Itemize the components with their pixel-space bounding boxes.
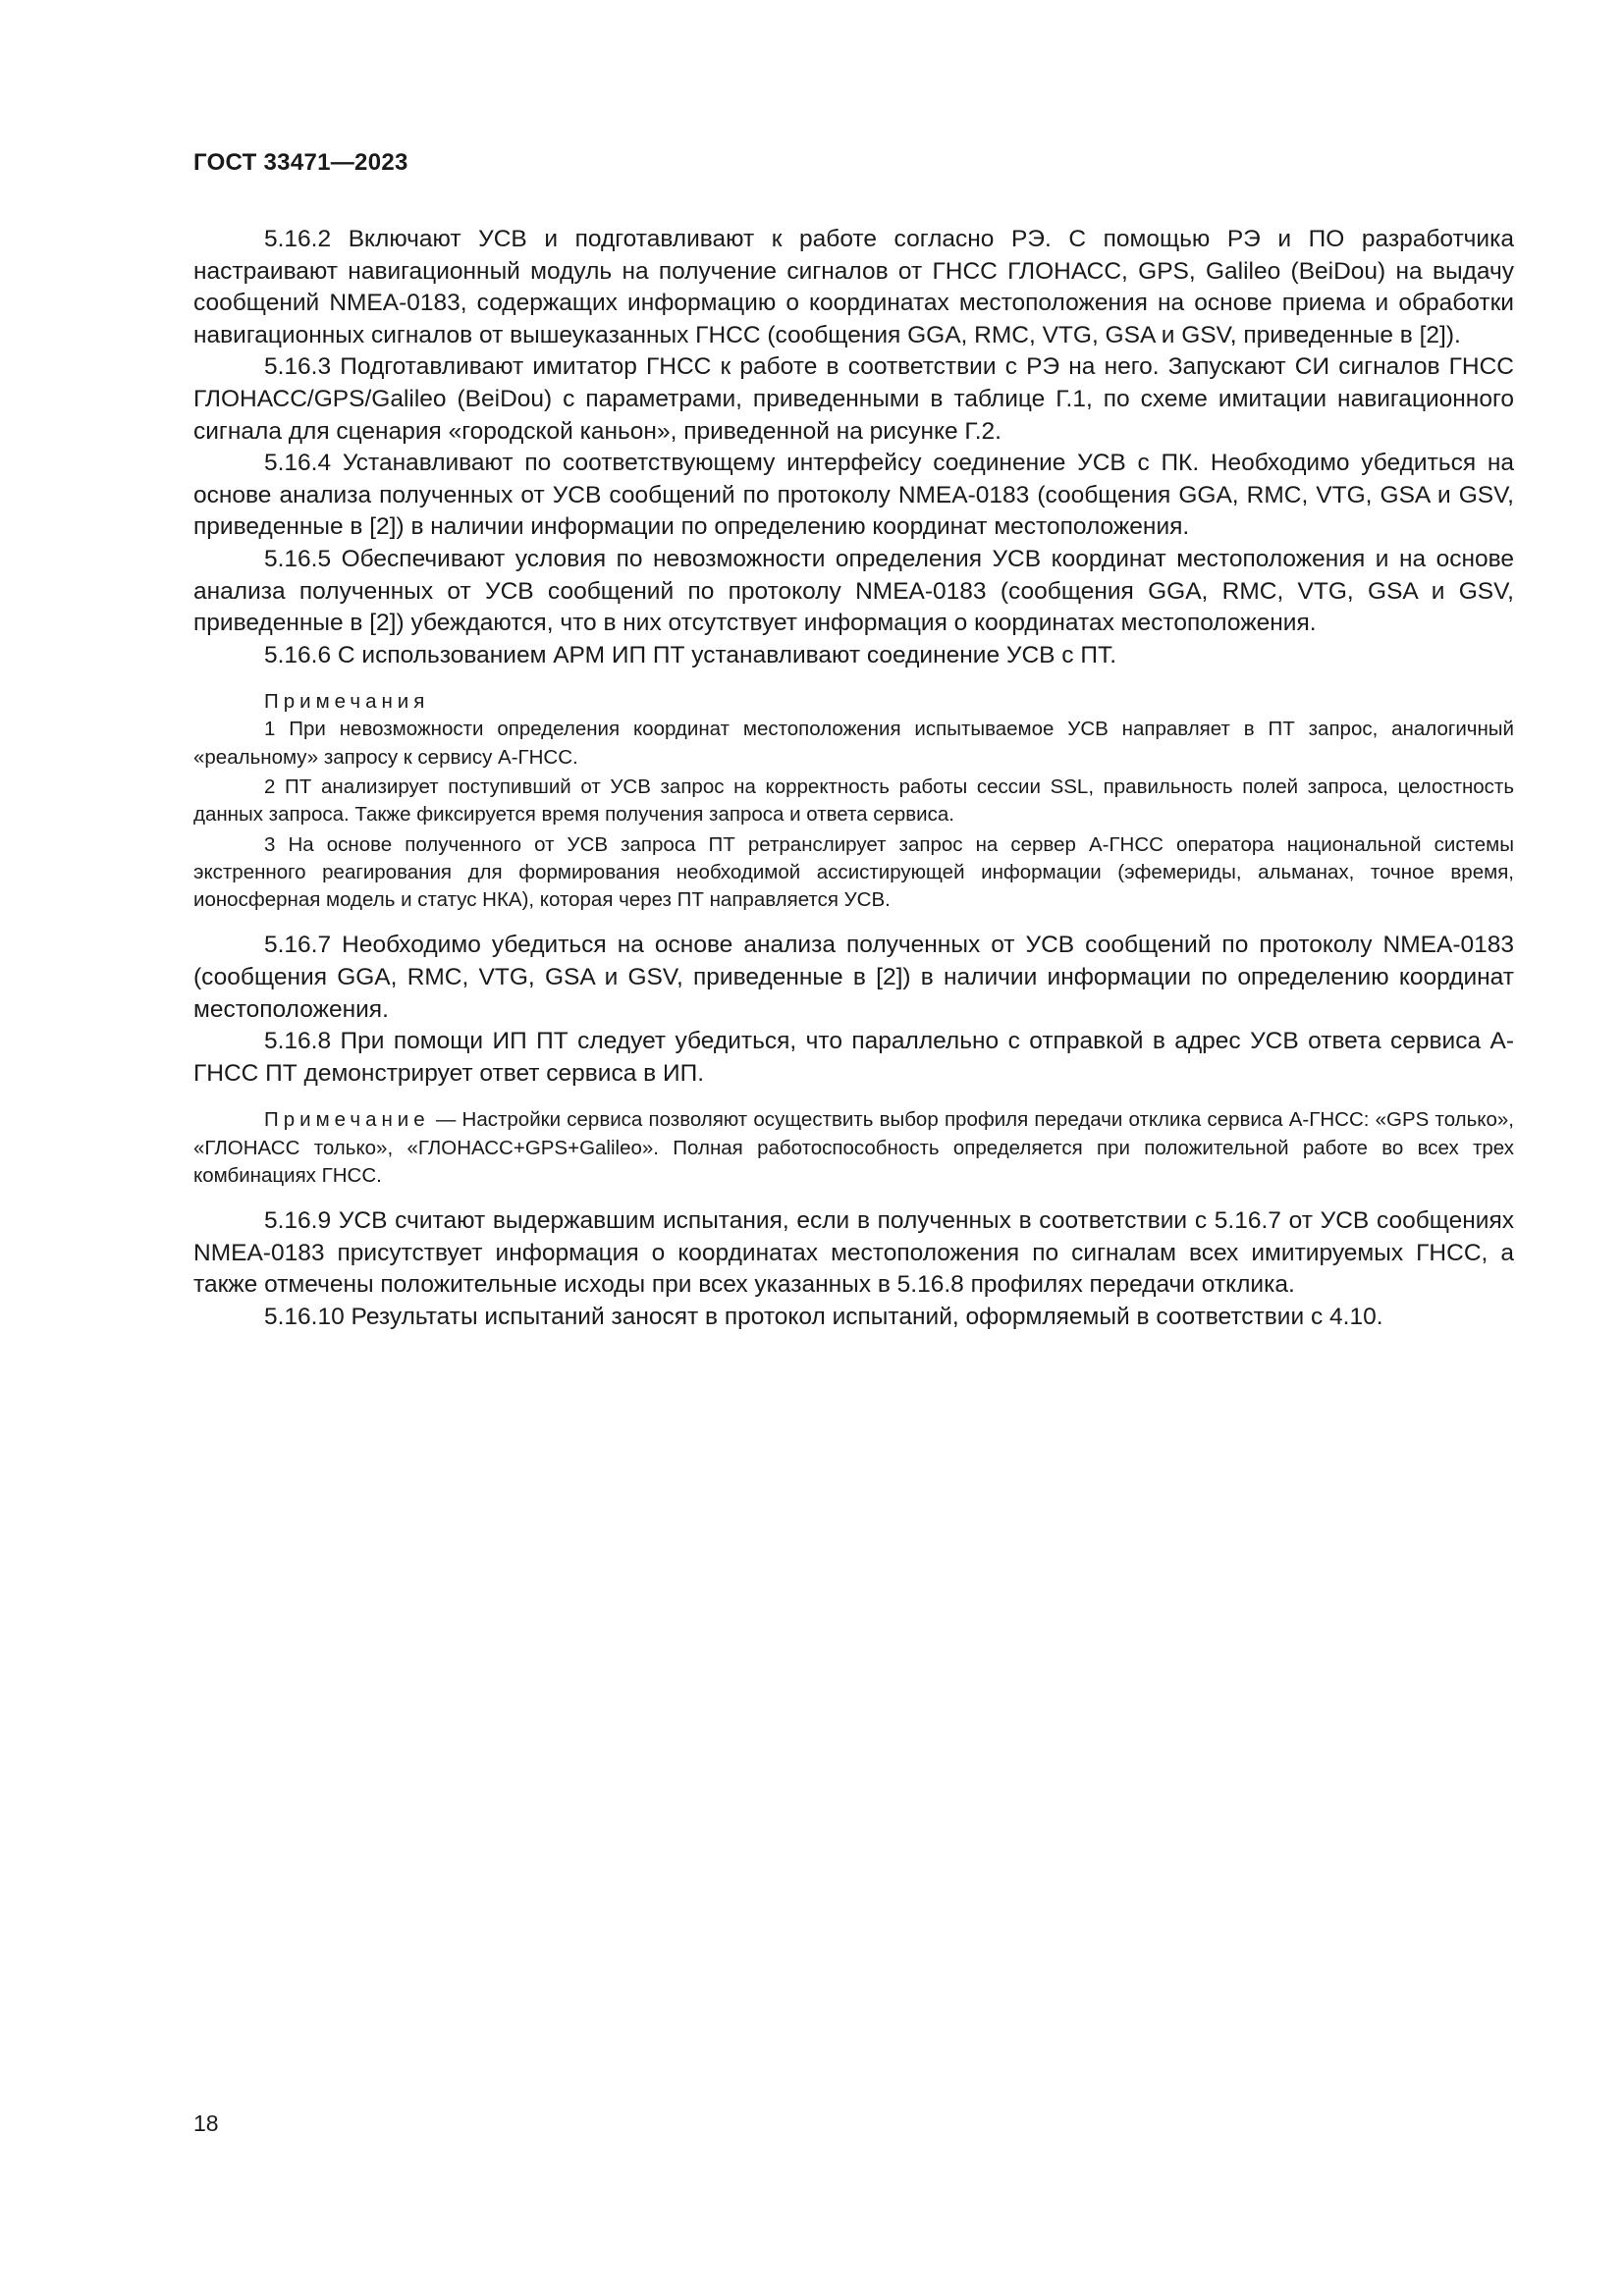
paragraph-5-16-3: 5.16.3 Подготавливают имитатор ГНСС к работе в соответствии с РЭ на него. Запускают СИ сигналов ГНСС ГЛОНАСС/GPS/Galileo (BeiDou) с параметрами, приведенными в таблице Г.1, по схеме имитации навигационного сигнала для сценария «городской каньон», приведенной на рисунке Г.2. <box>193 353 1514 445</box>
paragraph-5-16-2: 5.16.2 Включают УСВ и подготавливают к работе согласно РЭ. С помощью РЭ и ПО разработчика настраивают навигационный модуль на получение сигналов от ГНСС ГЛОНАСС, GPS, Galileo (BeiDou) на выдачу сообщений NMEA-0183, содержащих информацию о координатах местоположения на основе приема и обработки навигационных сигналов от вышеуказанных ГНСС (сообщения GGA, RMC, VTG, GSA и GSV, приведенные в [2]). <box>193 226 1514 348</box>
page-number: 18 <box>193 2110 219 2136</box>
document-body <box>193 224 1514 1334</box>
single-note-text: — Настройки сервиса позволяют осуществить выбор профиля передачи отклика сервиса А-ГНСС: «GPS только», «ГЛОНАСС только», «ГЛОНАСС+GPS+Galileo». Полная работоспособность определяется при положительной работе во всех трех комбинациях ГНСС. <box>193 1108 1514 1187</box>
paragraph-5-16-8: 5.16.8 При помощи ИП ПТ следует убедиться, что параллельно с отправкой в адрес УСВ ответа сервиса А-ГНСС ПТ демонстрирует ответ сервиса в ИП. <box>193 1028 1514 1087</box>
paragraph-5-16-10: 5.16.10 Результаты испытаний заносят в протокол испытаний, оформляемый в соответствии с 4.10. <box>264 1304 1383 1331</box>
notes-block <box>193 688 1514 914</box>
paragraph-5-16-7: 5.16.7 Необходимо убедиться на основе анализа полученных от УСВ сообщений по протоколу NMEA-0183 (сообщения GGA, RMC, VTG, GSA и GSV, приведенные в [2]) в наличии информации по определению координат местоположения. <box>193 932 1514 1023</box>
document-header: ГОСТ 33471—2023 <box>193 149 408 176</box>
note-2: 2 ПТ анализирует поступивший от УСВ запрос на корректность работы сессии SSL, правильность полей запроса, целостность данных запроса. Также фиксируется время получения запроса и ответа сервиса. <box>193 774 1514 827</box>
note-3: 3 На основе полученного от УСВ запроса ПТ ретранслирует запрос на сервер А-ГНСС оператора национальной системы экстренного реагирования для формирования необходимой ассистирующей информации (эфемериды, альманах, точное время, ионосферная модель и статус НКА), которая через ПТ направляется УСВ. <box>193 832 1514 912</box>
single-note-label: Примечание <box>264 1108 430 1132</box>
paragraph-5-16-6: 5.16.6 С использованием АРМ ИП ПТ устанавливают соединение УСВ с ПТ. <box>264 641 1117 668</box>
single-note <box>193 1106 1514 1190</box>
paragraph-5-16-9: 5.16.9 УСВ считают выдержавшим испытания, если в полученных в соответствии с 5.16.7 от УСВ сообщениях NMEA-0183 присутствует информация о координатах местоположения по сигналам всех имитируемых ГНСС, а также отмечены положительные исходы при всех указанных в 5.16.8 профилях передачи отклика. <box>193 1207 1514 1299</box>
note-1: 1 При невозможности определения координат местоположения испытываемое УСВ направляет в ПТ запрос, аналогичный «реальному» запросу к сервису А-ГНСС. <box>193 718 1514 769</box>
notes-title: Примечания <box>264 690 430 714</box>
paragraph-5-16-4: 5.16.4 Устанавливают по соответствующему интерфейсу соединение УСВ с ПК. Необходимо убедиться на основе анализа полученных от УСВ сообщений по протоколу NMEA-0183 (сообщения GGA, RMC, VTG, GSA и GSV, приведенные в [2]) в наличии информации по определению координат местоположения. <box>193 450 1514 541</box>
paragraph-5-16-5: 5.16.5 Обеспечивают условия по невозможности определения УСВ координат местоположения и на основе анализа полученных от УСВ сообщений по протоколу NMEA-0183 (сообщения GGA, RMC, VTG, GSA и GSV, приведенные в [2]) убеждаются, что в них отсутствует информация о координатах местоположения. <box>193 545 1514 637</box>
